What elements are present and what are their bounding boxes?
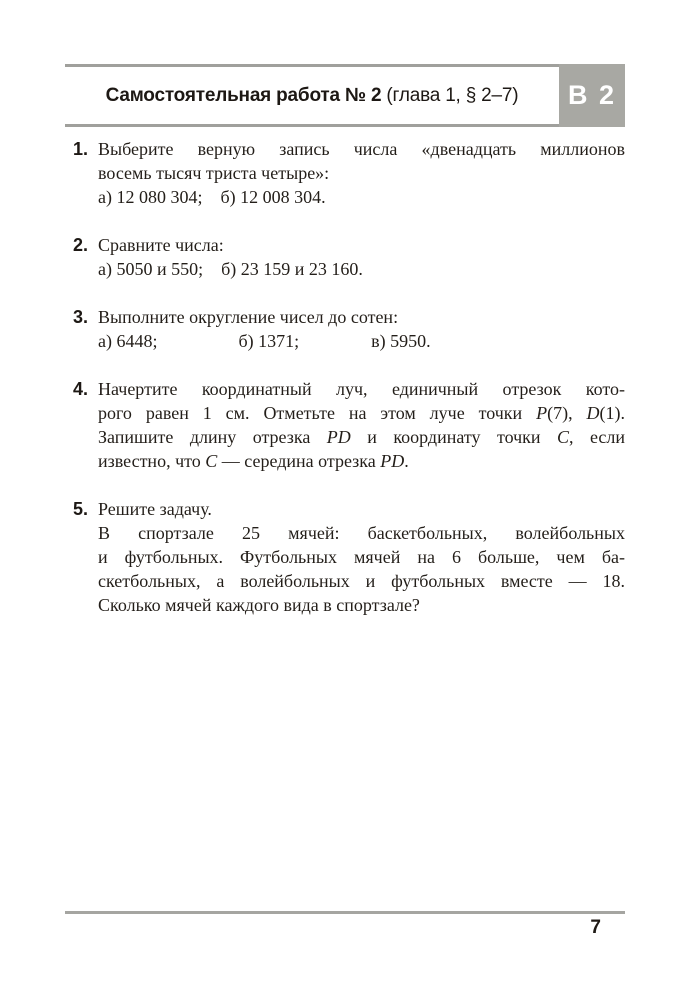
text-line: В спортзале 25 мячей: баскетбольных, волейбольных bbox=[98, 523, 625, 543]
text-line: известно, что C — середина отрезка PD. bbox=[98, 451, 409, 471]
text-line: Выполните округление чисел до сотен: bbox=[98, 307, 399, 327]
text-line: а) 12 080 304; б) 12 008 304. bbox=[98, 187, 326, 207]
page-footer bbox=[65, 911, 625, 939]
text-line: восемь тысяч триста четыре»: bbox=[98, 163, 330, 183]
problem-item bbox=[73, 233, 625, 281]
problem-number: 5. bbox=[73, 499, 89, 519]
page-title bbox=[106, 85, 519, 107]
footer-rule bbox=[65, 911, 625, 914]
text-line: Начертите координатный луч, единичный отрезок кото- bbox=[98, 379, 625, 399]
text-line: Выберите верную запись числа «двенадцать миллионов bbox=[98, 139, 625, 159]
header-title-band bbox=[65, 64, 559, 127]
variant-badge: В 2 bbox=[559, 64, 625, 127]
problem-text bbox=[98, 305, 625, 353]
problem-number: 2. bbox=[73, 235, 89, 255]
problem-item bbox=[73, 377, 625, 473]
problem-text bbox=[98, 497, 625, 617]
problem-text bbox=[98, 233, 625, 281]
problem-text bbox=[98, 377, 625, 473]
text-line: а) 6448; б) 1371; в) 5950. bbox=[98, 331, 431, 351]
text-line: Запишите длину отрезка PD и координату точки C, если bbox=[98, 427, 625, 447]
problem-number: 4. bbox=[73, 379, 89, 399]
page-title-main: Самостоятельная работа № 2 bbox=[105, 84, 382, 106]
text-line: и футбольных. Футбольных мячей на 6 больше, чем ба- bbox=[98, 547, 625, 567]
problem-number: 1. bbox=[73, 139, 89, 159]
problem-text bbox=[98, 137, 625, 209]
problem-number: 3. bbox=[73, 307, 89, 327]
text-line: рого равен 1 см. Отметьте на этом луче точки P(7), D(1). bbox=[98, 403, 626, 423]
problems bbox=[73, 137, 625, 641]
page-title-chapter: (глава 1, § 2–7) bbox=[386, 84, 519, 106]
text-line: Сколько мячей каждого вида в спортзале? bbox=[98, 595, 420, 615]
text-line: Решите задачу. bbox=[98, 499, 212, 519]
worksheet-header bbox=[65, 64, 625, 127]
problem-item bbox=[73, 497, 625, 617]
problem-item bbox=[73, 305, 625, 353]
page-number: 7 bbox=[590, 917, 601, 938]
text-line: Сравните числа: bbox=[98, 235, 224, 255]
text-line: скетбольных, а волейбольных и футбольных вместе — 18. bbox=[98, 571, 625, 591]
text-line: а) 5050 и 550; б) 23 159 и 23 160. bbox=[98, 259, 363, 279]
problem-item bbox=[73, 137, 625, 209]
